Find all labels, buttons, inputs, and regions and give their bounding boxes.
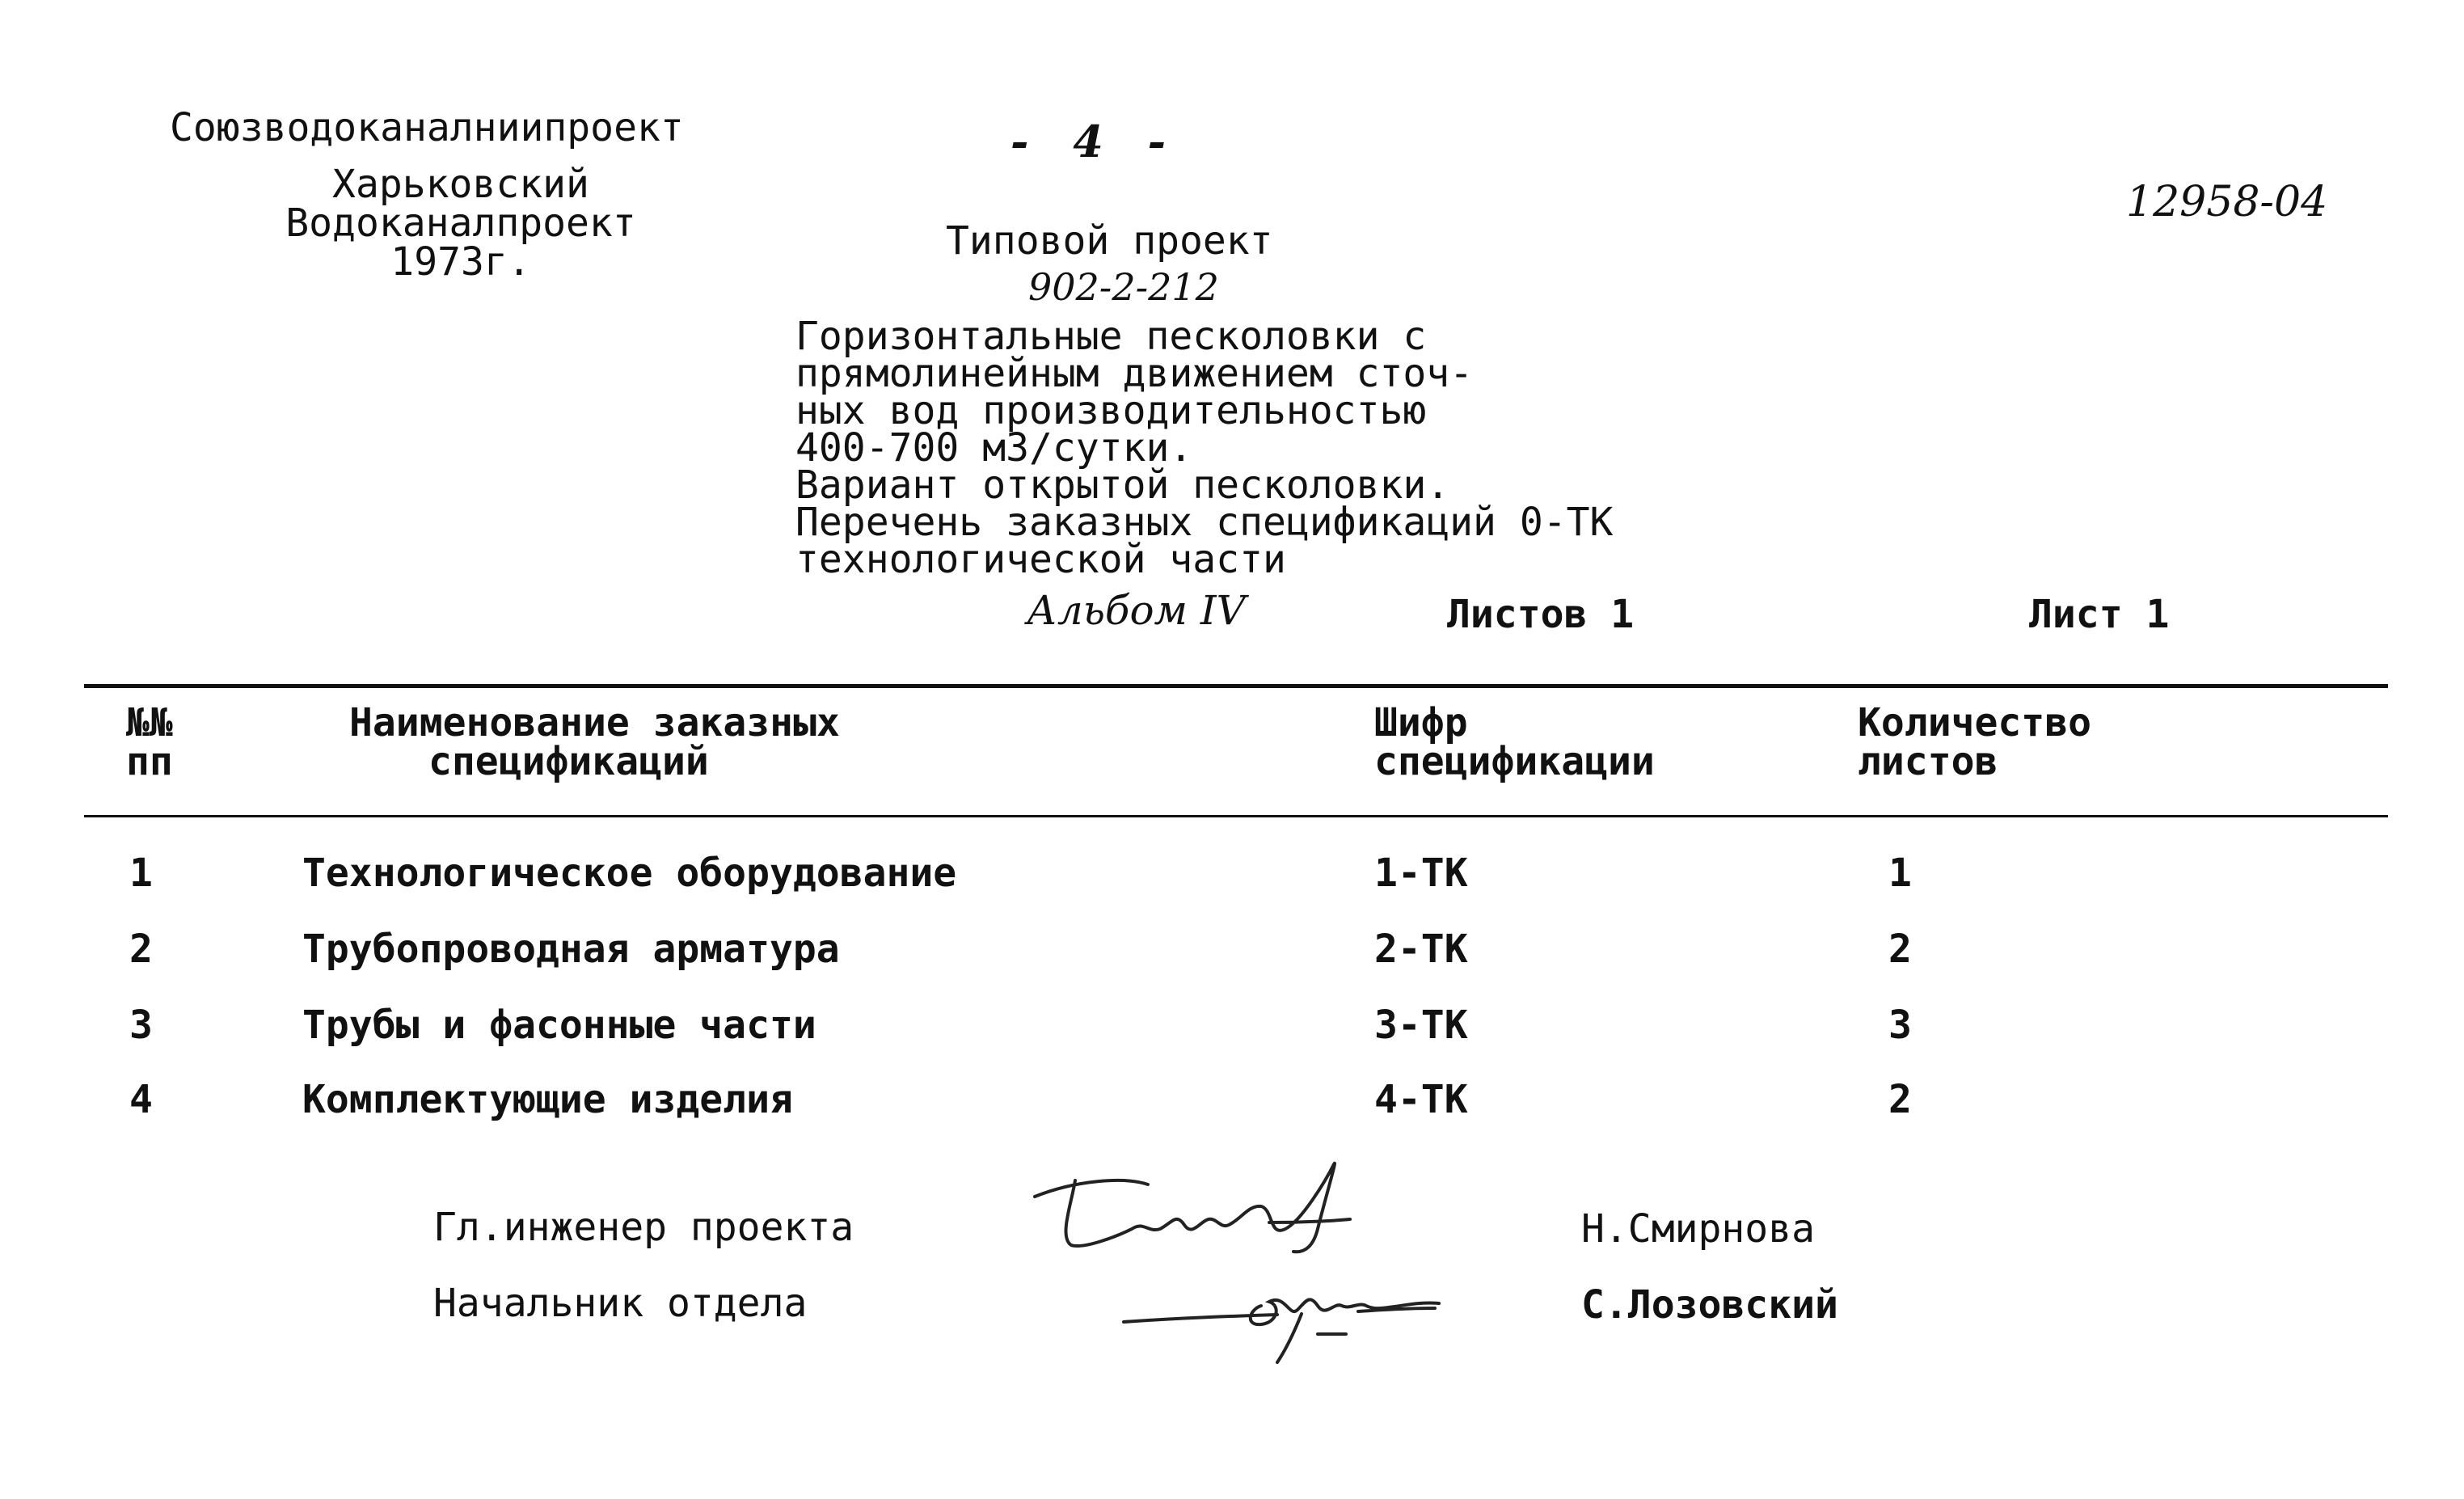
page-number: - 4 -: [1010, 116, 1180, 167]
description-line: Горизонтальные песколовки с: [795, 314, 1427, 359]
organization-name: Союзводоканалниипроект: [170, 105, 684, 150]
signature-name-department-head: С.Лозовский: [1581, 1282, 1838, 1328]
header-name-line-1: Наименование заказных: [349, 700, 840, 745]
description-line: ных вод производительностью: [795, 388, 1427, 433]
organization-year: 1973г.: [390, 239, 531, 285]
sheet-number: Лист 1: [2029, 592, 2170, 637]
album-label: Альбом IV: [1027, 587, 1246, 634]
sheets-total: Листов 1: [1447, 592, 1635, 637]
header-count-line-2: листов: [1858, 739, 1998, 784]
description-line: Вариант открытой песколовки.: [795, 462, 1450, 508]
row-2-code: 2-ТК: [1374, 927, 1468, 972]
header-count-line-1: Количество: [1858, 700, 2091, 745]
project-type-label: Типовой проект: [946, 218, 1273, 264]
signature-chief-engineer-graphic: [1027, 1148, 1366, 1269]
row-3-count: 3: [1888, 1003, 1912, 1048]
row-4-code: 4-ТК: [1374, 1077, 1468, 1122]
description-line: технологической части: [795, 537, 1286, 582]
signature-name-chief-engineer: Н.Смирнова: [1581, 1206, 1815, 1252]
table-top-rule: [84, 684, 2388, 688]
organization-dept: Водоканалпроект: [285, 201, 636, 246]
inventory-number: 12958-04: [2126, 178, 2328, 226]
row-1-code: 1-ТК: [1374, 851, 1468, 896]
header-name-line-2: спецификаций: [428, 739, 709, 784]
organization-city: Харьковский: [332, 162, 589, 207]
header-code-line-1: Шифр: [1374, 700, 1468, 745]
row-1-count: 1: [1888, 851, 1912, 896]
signature-role-chief-engineer: Гл.инженер проекта: [433, 1205, 854, 1250]
description-line: прямолинейным движением сточ-: [795, 351, 1474, 396]
row-2-count: 2: [1888, 927, 1912, 972]
description-line: 400-700 м3/сутки.: [795, 425, 1193, 471]
header-num-line-1: №№: [126, 700, 173, 745]
row-4-name: Комплектующие изделия: [302, 1077, 793, 1122]
project-code: 902-2-212: [1028, 265, 1219, 309]
row-1-name: Технологическое оборудование: [302, 851, 957, 896]
description-line: Перечень заказных спецификаций 0-ТК: [795, 500, 1614, 545]
row-2-name: Трубопроводная арматура: [302, 927, 840, 972]
row-4-num: 4: [129, 1077, 153, 1122]
header-code-line-2: спецификации: [1374, 739, 1655, 784]
row-3-code: 3-ТК: [1374, 1003, 1468, 1048]
row-4-count: 2: [1888, 1077, 1912, 1122]
signature-department-head-graphic: [1116, 1261, 1471, 1366]
table-header-rule: [84, 815, 2388, 817]
header-num-line-2: пп: [126, 739, 173, 784]
row-1-num: 1: [129, 851, 153, 896]
project-description: [795, 314, 1725, 584]
signature-role-department-head: Начальник отдела: [433, 1281, 808, 1326]
row-3-num: 3: [129, 1003, 153, 1048]
row-3-name: Трубы и фасонные части: [302, 1003, 816, 1048]
row-2-num: 2: [129, 927, 153, 972]
